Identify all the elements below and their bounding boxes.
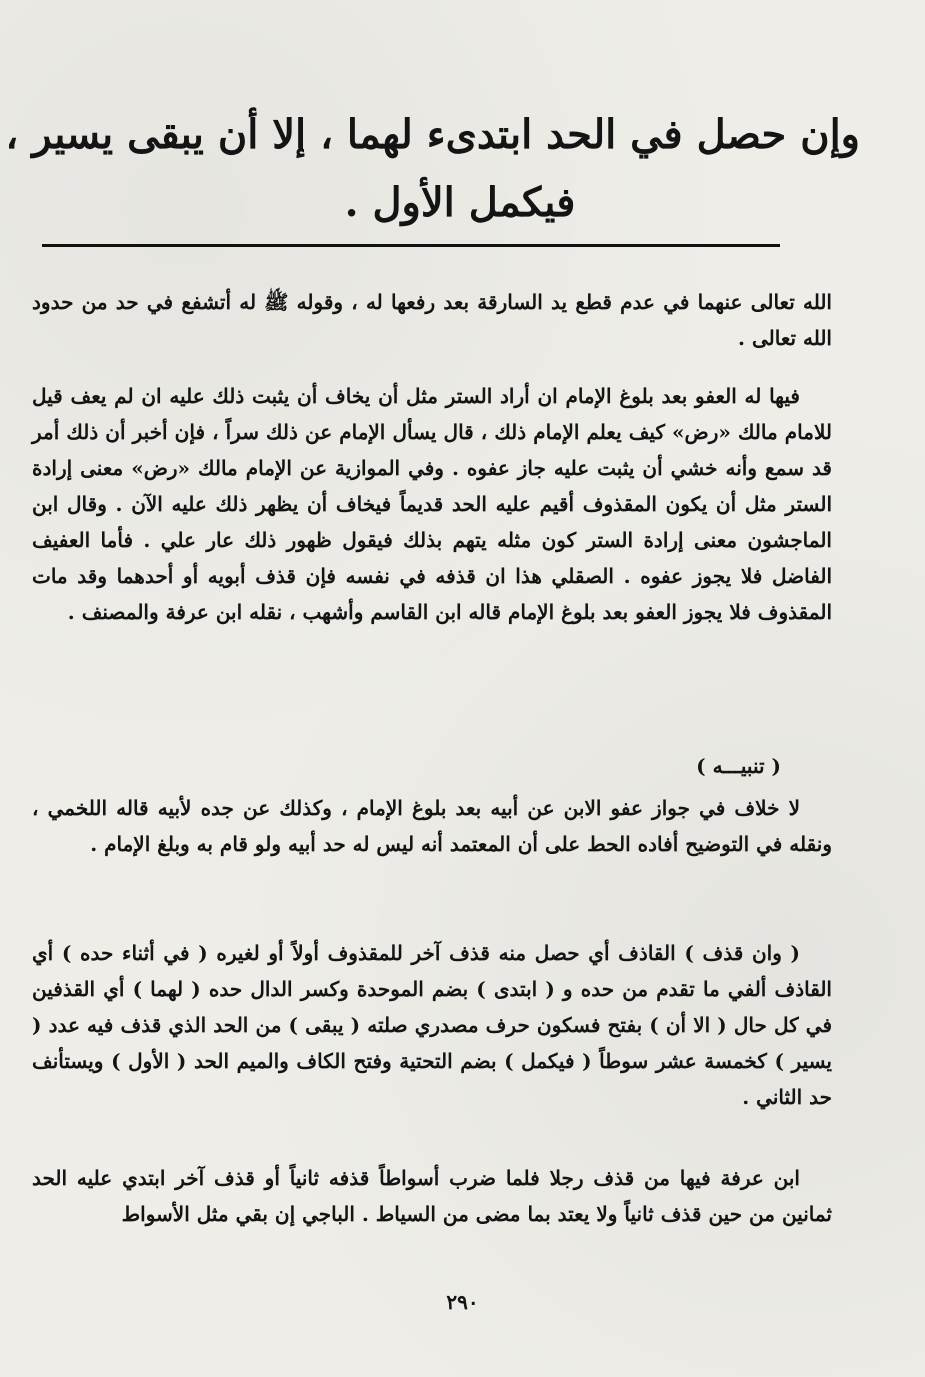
paragraph-4: ( وان قذف ) القاذف أي حصل منه قذف آخر للمقذوف أولاً أو لغيره ( في أثناء حده ) أي القاذف ألفي ما تقدم من حده و ( ابتدى ) بضم الموحدة وكسر الدال حده ( لهما ) أي القذفين في كل حال ( الا أن ) بفتح فسكون حرف مصدري صلته ( يبقى ) من الحد الذي قذف فيه عدد ( يسير ) كخمسة عشر سوطاً ( فيكمل ) بضم التحتية وفتح الكاف والميم الحد ( الأول ) ويستأنف حد الثاني .: [32, 941, 832, 1109]
paragraph-2: فيها له العفو بعد بلوغ الإمام ان أراد الستر مثل أن يخاف أن يثبت ذلك عليه ان لم يعف قيل للامام مالك «رض» كيف يعلم الإمام ذلك ، قال يسأل الإمام عن ذلك سراً ، فإن أخبر أن ذلك أمر قد سمع وأنه خشي أن يثبت عليه جاز عفوه . وفي الموازية عن الإمام مالك «رض» معنى إرادة الستر مثل أن يكون المقذوف أقيم عليه الحد قديماً فيخاف أن يظهر ذلك عليه الآن . وقال ابن الماجشون معنى إرادة الستر كون مثله يتهم بذلك فيقول ظهور ذلك عار علي . فأما العفيف الفاضل فلا يجوز عفوه . الصقلي هذا ان قذفه في نفسه فإن قذف أبويه أو أحدهما وقد مات المقذوف فلا يجوز العفو بعد بلوغ الإمام قاله ابن القاسم وأشهب ، نقله ابن عرفة والمصنف .: [32, 384, 832, 624]
paragraph-1: الله تعالى عنهما في عدم قطع يد السارقة بعد رفعها له ، وقوله ﷺ له أتشفع في حد من حدود الله تعالى .: [32, 290, 832, 350]
paragraph-5: ابن عرفة فيها من قذف رجلا فلما ضرب أسواطاً قذفه ثانياً أو قذف آخر ابتدي عليه الحد ثمانين من حين قذف ثانياً ولا يعتد بما مضى من السياط . الباجي إن بقي مثل الأسواط: [32, 1166, 832, 1226]
horizontal-rule: [42, 244, 780, 247]
verse-line-1: وإن حصل في الحد ابتدىء لهما ، إلا أن يبقى يسير ،: [5, 111, 860, 158]
paragraph-3: لا خلاف في جواز عفو الابن عن أبيه بعد بلوغ الإمام ، وكذلك عن جده لأبيه قاله اللخمي ، ونقله في التوضيح أفاده الحط على أن المعتمد أنه ليس له حد أبيه ولو قام به وبلغ الإمام .: [32, 796, 832, 856]
verse-line-2: فيكمل الأول .: [344, 179, 576, 226]
note-heading: ( تنبيـــه ): [696, 754, 781, 778]
page-number: ٢٩٠: [446, 1290, 479, 1314]
